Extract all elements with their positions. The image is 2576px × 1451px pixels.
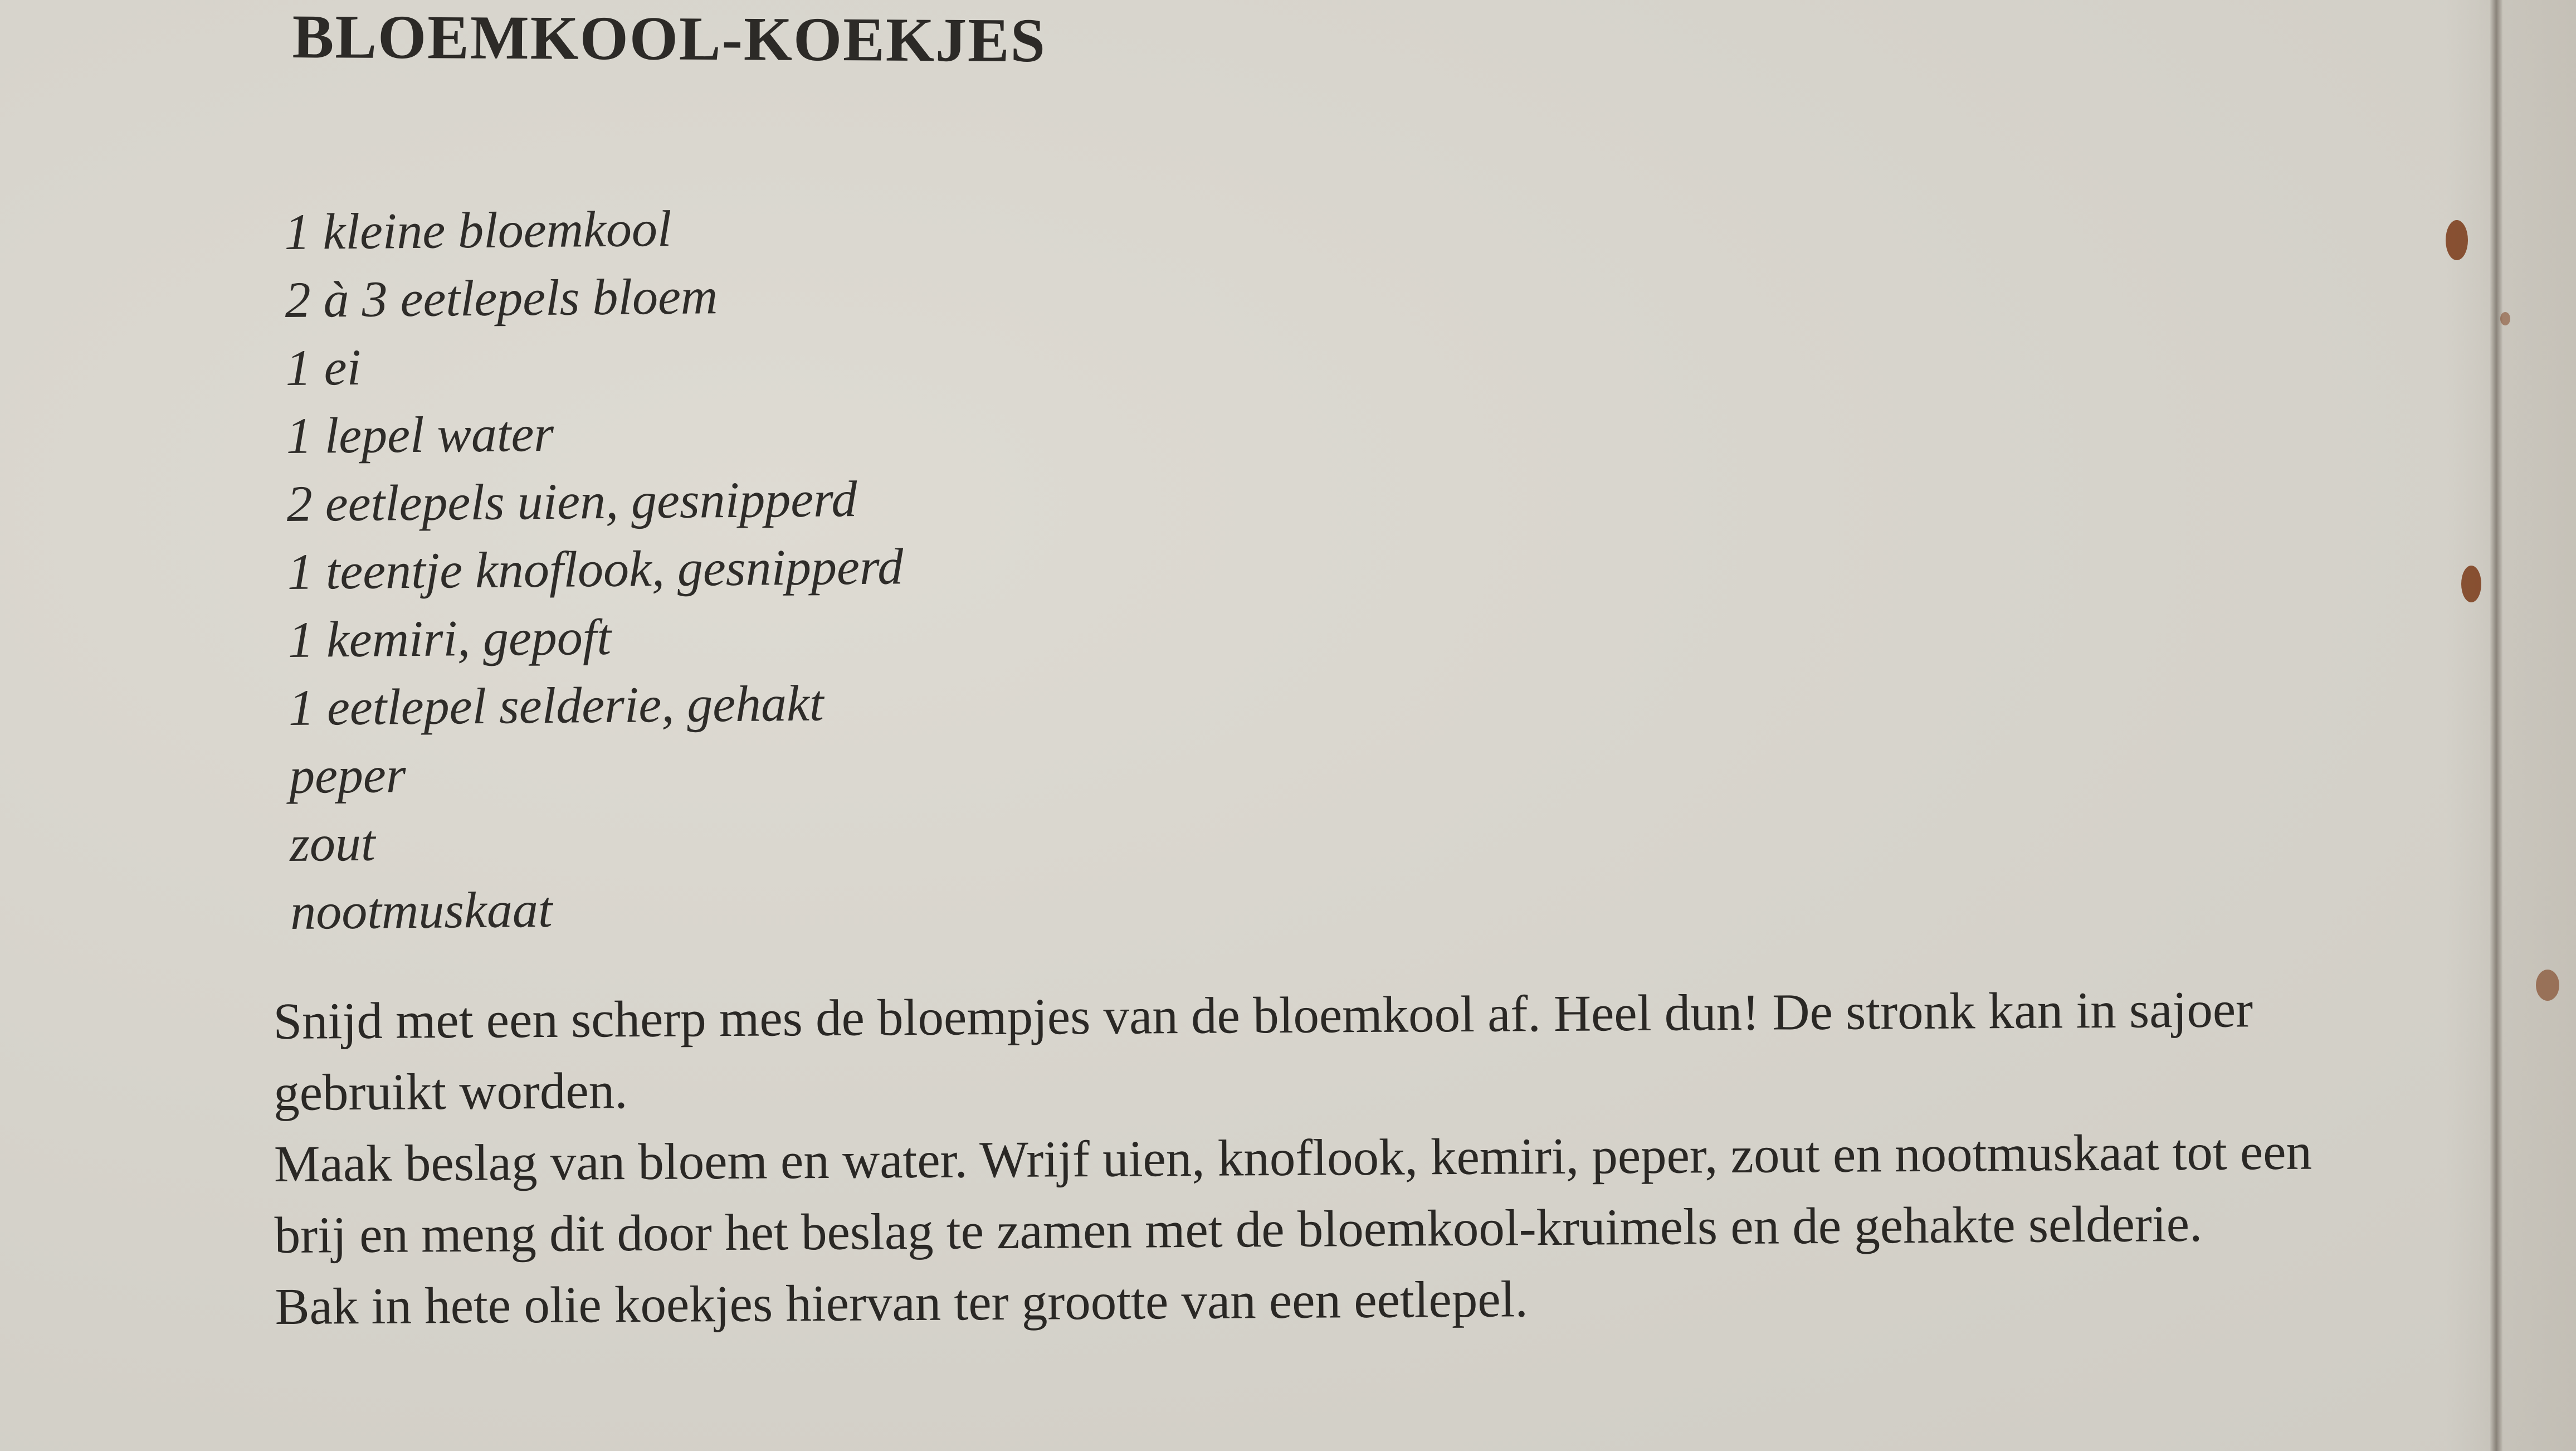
stain-mark — [2446, 220, 2468, 260]
stain-mark — [2461, 566, 2481, 602]
ingredient-item: 2 eetlepels uien, gesnipperd — [286, 470, 857, 532]
stain-mark — [2536, 970, 2559, 1001]
ingredient-item: 1 lepel water — [286, 405, 554, 464]
page-edge-shadow — [2446, 0, 2576, 1451]
instruction-paragraph: Bak in hete olie koekjes hiervan ter grootte van een eetlepel. — [275, 1270, 1528, 1336]
ingredient-item: peper — [289, 746, 406, 804]
ingredient-item: 1 eetlepel selderie, gehakt — [288, 674, 824, 736]
instructions-block — [273, 973, 2336, 1343]
page-edge-line — [2490, 0, 2502, 1451]
recipe-title: BLOEMKOOL-KOEKJES — [292, 2, 1047, 76]
ingredient-item: zout — [289, 814, 375, 872]
instruction-paragraph: Maak beslag van bloem en water. Wrijf uien, knoflook, kemiri, peper, zout en nootmuskaat tot een brij en meng dit door het beslag te zamen met de bloemkool-kruimels en de gehakte selderie. — [274, 1123, 2312, 1264]
ingredient-item: 2 à 3 eetlepels bloem — [285, 267, 718, 328]
stain-mark — [2500, 312, 2510, 325]
ingredient-list — [284, 192, 906, 946]
instruction-paragraph: Snijd met een scherp mes de bloempjes van de bloemkool af. Heel dun! De stronk kan in sajoer gebruikt worden. — [273, 981, 2253, 1122]
ingredient-item: nootmuskaat — [290, 880, 553, 940]
ingredient-item: 1 ei — [285, 338, 362, 396]
ingredient-item: 1 kemiri, gepoft — [287, 608, 612, 668]
ingredient-item: 1 teentje knoflook, gesnipperd — [287, 538, 904, 600]
ingredient-item: 1 kleine bloemkool — [284, 199, 672, 260]
